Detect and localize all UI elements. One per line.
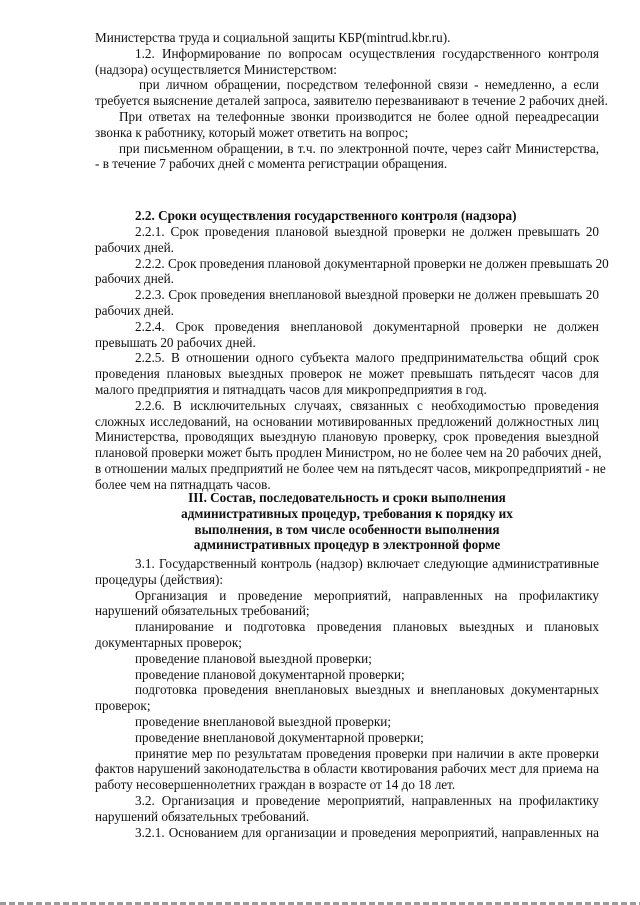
text-line: проведение внеплановой документарной проверки; xyxy=(135,729,424,745)
text-line: документарных проверок; xyxy=(95,635,242,650)
text-line: превышать 20 рабочих дней. xyxy=(95,334,256,350)
text-line: (надзора) осуществляется Министерством: xyxy=(95,61,337,77)
text-line: рабочих дней. xyxy=(95,271,174,287)
text-line: плановой проверки может быть продлен Министром, но не более чем на 20 рабочих дней, xyxy=(95,445,602,461)
text-line: При ответах на телефонные звонки производится не более одной переадресации xyxy=(119,109,599,124)
text-line: 2.2.4. Срок проведения внеплановой документарной проверки не должен xyxy=(135,318,599,334)
text-line: Министерства труда и социальной защиты КБР(mintrud.kbr.ru). xyxy=(95,30,451,45)
text-line: рабочих дней. xyxy=(95,239,174,255)
text-line: Министерства, проводящих выездную плановую проверку, срок проведения выездной xyxy=(95,429,599,445)
text-line: более чем на пятнадцать часов. xyxy=(95,476,271,492)
text-line: проверок; xyxy=(95,698,151,714)
text-line: 2.2.3. Срок проведения внеплановой выездной проверки не должен превышать 20 xyxy=(135,287,599,303)
text-line: 3.2. Организация и проведение мероприятий, направленных на профилактику xyxy=(135,793,599,808)
text-line: при личном обращении, посредством телефонной связи - немедленно, а если xyxy=(139,77,599,93)
text-line: в отношении малых предприятий не более чем на пятьдесят часов, микропредприятий - не xyxy=(95,461,606,476)
text-line: проведение внеплановой выездной проверки; xyxy=(135,714,392,729)
text-line: требуется выяснение деталей запроса, заявителю перезванивают в течение 2 рабочих дней. xyxy=(95,93,608,109)
text-line: проведение плановой выездной проверки; xyxy=(135,650,372,666)
text-line: звонка к работнику, который может ответить на вопрос; xyxy=(95,124,409,140)
text-line: процедуры (действия): xyxy=(95,571,224,587)
text-line: Организация и проведение мероприятий, направленных на профилактику xyxy=(135,587,599,603)
text-line: 2.2.6. В исключительных случаях, связанных с необходимостью проведения xyxy=(135,397,599,413)
heading-line: административных процедур в электронной форме xyxy=(193,537,501,553)
text-line: 1.2. Информирование по вопросам осуществления государственного контроля xyxy=(135,45,599,61)
text-line: проведения плановых выездных проверок не может превышать пятьдесят часов для xyxy=(95,366,599,382)
section-heading-2-2: 2.2. Сроки осуществления государственного контроля (надзора) xyxy=(135,208,517,223)
text-line: проведение плановой документарной проверки; xyxy=(135,666,405,682)
text-line: 2.2.1. Срок проведения плановой выездной проверки не должен превышать 20 xyxy=(135,224,599,239)
text-line: малого предприятия и пятнадцать часов для микропредприятия в год. xyxy=(95,382,487,397)
text-line: планирование и подготовка проведения плановых выездных и плановых xyxy=(135,619,599,635)
text-line: подготовка проведения внеплановых выездных и внеплановых документарных xyxy=(135,682,599,698)
text-line: 2.2.5. В отношении одного субъекта малого предпринимательства общий срок xyxy=(135,350,599,366)
text-line: нарушений обязательных требований; xyxy=(95,603,310,619)
text-line: работу несовершеннолетних граждан в возрасте от 14 до 18 лет. xyxy=(95,777,456,793)
text-line: при письменном обращении, в т.ч. по электронной почте, через сайт Министерства, xyxy=(119,140,599,156)
text-line: фактов нарушений законодательства в области квотирования рабочих мест для приема на xyxy=(95,761,599,777)
text-line: 3.1. Государственный контроль (надзор) включает следующие административные xyxy=(135,556,599,571)
heading-line: выполнения, в том числе особенности выполнения xyxy=(194,521,500,537)
heading-line: III. Состав, последовательность и сроки выполнения xyxy=(188,490,506,505)
text-line: рабочих дней. xyxy=(95,303,174,318)
text-line: - в течение 7 рабочих дней с момента регистрации обращения. xyxy=(95,156,448,172)
text-line: нарушений обязательных требований. xyxy=(95,808,310,824)
text-line: 2.2.2. Срок проведения плановой документарной проверки не должен превышать 20 xyxy=(135,255,609,271)
text-line: принятие мер по результатам проведения проверки при наличии в акте проверки xyxy=(135,745,599,761)
text-line: 3.2.1. Основанием для организации и проведения мероприятий, направленных на xyxy=(135,824,599,840)
text-line: сложных исследований, на основании мотивированных предложений должностных лиц xyxy=(95,413,599,429)
heading-line: административных процедур, требования к порядку их xyxy=(181,505,513,521)
